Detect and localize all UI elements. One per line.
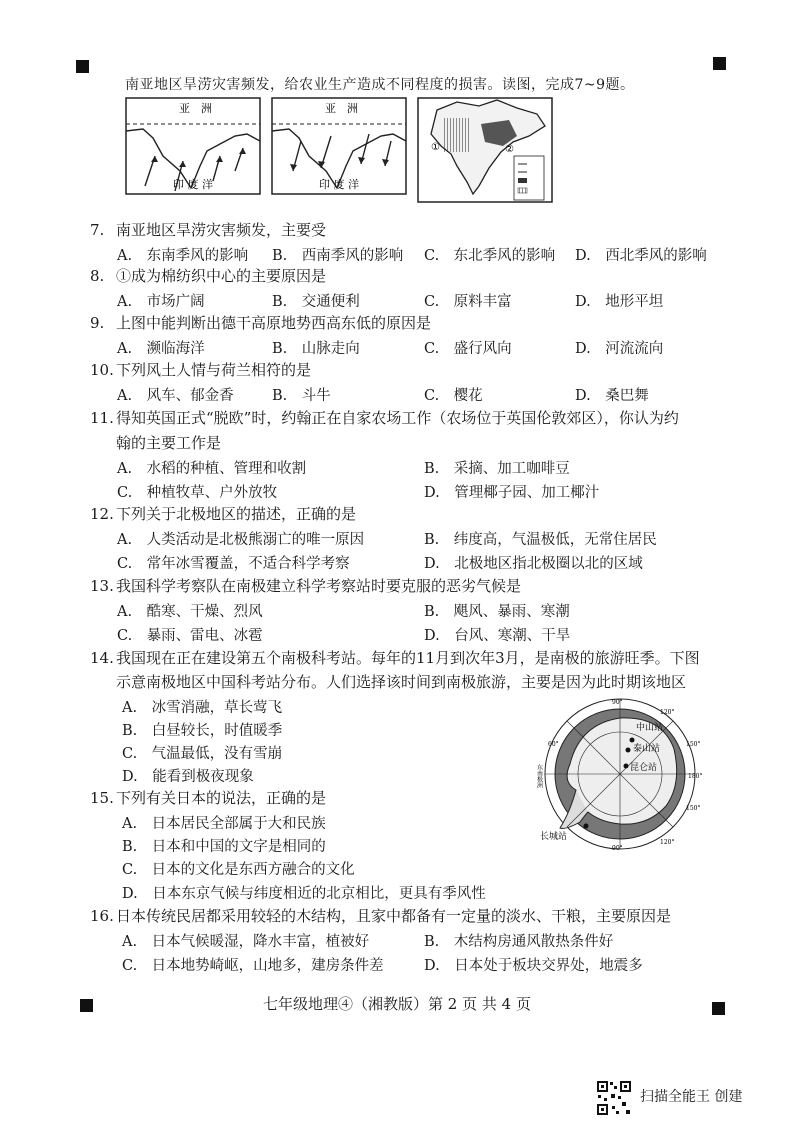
q7-option-d[interactable]: D. 西北季风的影响 bbox=[575, 248, 707, 264]
q15-option-d[interactable]: D. 日本东京气候与纬度相近的北京相比，更具有季风性 bbox=[122, 886, 486, 902]
lon-label-5: 120° bbox=[660, 839, 675, 846]
lon-label-3: 180° bbox=[688, 773, 703, 780]
scanner-watermark: 扫描全能王 创建 bbox=[640, 1089, 743, 1105]
q7-option-c[interactable]: C. 东北季风的影响 bbox=[424, 248, 556, 264]
q11-option-b[interactable]: B. 采摘、加工咖啡豆 bbox=[424, 461, 570, 477]
question-stem: 下列关于北极地区的描述，正确的是 bbox=[116, 505, 357, 523]
q11-option-d[interactable]: D. 管理椰子园、加工椰汁 bbox=[424, 485, 600, 501]
station-taishan: 泰山站 bbox=[633, 744, 661, 754]
question-stem: 上图中能判断出德干高原地势西高东低的原因是 bbox=[116, 314, 432, 332]
map1-ocean-label: 印 度 洋 bbox=[173, 178, 213, 191]
q12-option-a[interactable]: A. 人类活动是北极熊溺亡的唯一原因 bbox=[117, 532, 365, 548]
question-14-stem-line2: 示意南极地区中国科考站分布。人们选择该时间到南极旅游，主要是因为此时期该地区 bbox=[116, 673, 687, 691]
q12-option-b[interactable]: B. 纬度高，气温极低，无常住居民 bbox=[424, 532, 657, 548]
marker-1: ① bbox=[431, 142, 440, 153]
q13-option-c[interactable]: C. 暴雨、雷电、冰雹 bbox=[117, 628, 263, 644]
q7-option-a[interactable]: A. 东南季风的影响 bbox=[117, 248, 249, 264]
q11-option-c[interactable]: C. 种植牧草、户外放牧 bbox=[117, 485, 278, 501]
registration-mark-top-left bbox=[76, 60, 89, 73]
question-7 bbox=[90, 220, 326, 240]
q14-option-d[interactable]: D. 能看到极夜现象 bbox=[122, 769, 254, 785]
question-number: 14. bbox=[90, 649, 114, 667]
question-9 bbox=[90, 313, 431, 333]
map2-asia-label: 亚 洲 bbox=[325, 102, 358, 115]
q7-option-b[interactable]: B. 西南季风的影响 bbox=[272, 248, 404, 264]
q13-option-b[interactable]: B. 飓风、暴雨、寒潮 bbox=[424, 604, 570, 620]
question-16 bbox=[90, 906, 671, 926]
q12-option-d[interactable]: D. 北极地区指北极圈以北的区域 bbox=[424, 556, 643, 572]
q16-option-d[interactable]: D. 日本处于板块交界处，地震多 bbox=[424, 958, 643, 974]
station-kunlun: 昆仑站 bbox=[630, 763, 658, 773]
q9-option-d[interactable]: D. 河流流向 bbox=[575, 341, 664, 357]
q13-option-a[interactable]: A. 酷寒、干燥、烈风 bbox=[117, 604, 263, 620]
q12-option-c[interactable]: C. 常年冰雪覆盖，不适合科学考察 bbox=[117, 556, 350, 572]
question-stem: ①成为棉纺织中心的主要原因是 bbox=[116, 267, 327, 285]
registration-mark-top-right bbox=[713, 57, 726, 70]
qr-code-icon bbox=[596, 1080, 632, 1120]
q10-option-b[interactable]: B. 斗牛 bbox=[272, 388, 331, 404]
q13-option-d[interactable]: D. 台风、寒潮、干旱 bbox=[424, 628, 571, 644]
q16-option-a[interactable]: A. 日本气候暖湿，降水丰富，植被好 bbox=[122, 934, 370, 950]
station-changcheng: 长城站 bbox=[540, 832, 568, 842]
q8-option-b[interactable]: B. 交通便利 bbox=[272, 294, 360, 310]
side-label-left: 东南极洲 bbox=[535, 764, 543, 788]
lon-label-0: 90° bbox=[612, 699, 623, 706]
question-11-stem-line2: 翰的主要工作是 bbox=[116, 434, 222, 452]
lon-label-2: 150° bbox=[686, 741, 701, 748]
question-number: 10. bbox=[90, 361, 114, 379]
station-zhongshan: 中山站 bbox=[636, 723, 664, 733]
marker-2: ② bbox=[505, 144, 514, 155]
question-8 bbox=[90, 266, 326, 286]
q15-option-a[interactable]: A. 日本居民全部属于大和民族 bbox=[122, 816, 326, 832]
lon-label-4: 150° bbox=[686, 805, 701, 812]
q16-option-c[interactable]: C. 日本地势崎岖，山地多，建房条件差 bbox=[122, 958, 384, 974]
question-number: 16. bbox=[90, 907, 114, 925]
lon-label-1: 120° bbox=[660, 709, 675, 716]
q8-option-a[interactable]: A. 市场广阔 bbox=[117, 294, 205, 310]
question-number: 8. bbox=[90, 267, 105, 285]
q15-option-b[interactable]: B. 日本和中国的文字是相同的 bbox=[122, 839, 326, 855]
lon-label-7: 60° bbox=[548, 741, 559, 748]
q10-option-c[interactable]: C. 樱花 bbox=[424, 388, 483, 404]
monsoon-maps-svg bbox=[125, 96, 555, 206]
question-15 bbox=[90, 788, 326, 808]
question-10 bbox=[90, 360, 311, 380]
q14-option-a[interactable]: A. 冰雪消融，草长莺飞 bbox=[122, 700, 283, 716]
q8-option-c[interactable]: C. 原料丰富 bbox=[424, 294, 512, 310]
question-number: 12. bbox=[90, 505, 114, 523]
question-number: 15. bbox=[90, 789, 114, 807]
q9-option-a[interactable]: A. 濒临海洋 bbox=[117, 341, 205, 357]
question-12 bbox=[90, 504, 356, 524]
q9-option-b[interactable]: B. 山脉走向 bbox=[272, 341, 360, 357]
page-footer: 七年级地理④（湘教版）第 2 页 共 4 页 bbox=[263, 995, 531, 1013]
south-asia-maps bbox=[125, 96, 555, 210]
monsoon-map-2 bbox=[272, 98, 406, 194]
question-stem: 日本传统民居都采用较轻的木结构，且家中都备有一定量的淡水、干粮，主要原因是 bbox=[116, 907, 672, 925]
question-intro: 南亚地区旱涝灾害频发，给农业生产造成不同程度的损害。读图，完成7~9题。 bbox=[125, 77, 635, 93]
question-number: 9. bbox=[90, 314, 105, 332]
question-number: 7. bbox=[90, 221, 105, 239]
question-stem: 得知英国正式“脱欧”时，约翰正在自家农场工作（农场位于英国伦敦郊区），你认为约 bbox=[116, 409, 679, 427]
question-stem: 下列风土人情与荷兰相符的是 bbox=[116, 361, 312, 379]
question-number: 13. bbox=[90, 577, 114, 595]
monsoon-map-1 bbox=[126, 98, 260, 194]
q10-option-d[interactable]: D. 桑巴舞 bbox=[575, 388, 649, 404]
q11-option-a[interactable]: A. 水稻的种植、管理和收割 bbox=[117, 461, 307, 477]
question-stem: 下列有关日本的说法，正确的是 bbox=[116, 789, 327, 807]
q14-option-b[interactable]: B. 白昼较长，时值暖季 bbox=[122, 723, 283, 739]
q15-option-c[interactable]: C. 日本的文化是东西方融合的文化 bbox=[122, 862, 355, 878]
antarctic-map bbox=[535, 694, 703, 856]
q14-option-c[interactable]: C. 气温最低，没有雪崩 bbox=[122, 746, 283, 762]
q10-option-a[interactable]: A. 风车、郁金香 bbox=[117, 388, 234, 404]
q9-option-c[interactable]: C. 盛行风向 bbox=[424, 341, 512, 357]
map1-asia-label: 亚 洲 bbox=[179, 102, 212, 115]
india-map bbox=[418, 98, 552, 202]
lon-label-6: 90° bbox=[612, 845, 623, 852]
q16-option-b[interactable]: B. 木结构房通风散热条件好 bbox=[424, 934, 614, 950]
question-stem: 我国科学考察队在南极建立科学考察站时要克服的恶劣气候是 bbox=[116, 577, 522, 595]
question-13 bbox=[90, 576, 521, 596]
q8-option-d[interactable]: D. 地形平坦 bbox=[575, 294, 664, 310]
antarctic-map-svg bbox=[535, 694, 703, 852]
question-number: 11. bbox=[90, 409, 114, 427]
question-stem: 南亚地区旱涝灾害频发，主要受 bbox=[116, 221, 327, 239]
map2-ocean-label: 印 度 洋 bbox=[319, 178, 359, 191]
question-14 bbox=[90, 648, 700, 668]
question-stem: 我国现在正在建设第五个南极科考站。每年的11月到次年3月，是南极的旅游旺季。下图 bbox=[116, 649, 700, 667]
question-11 bbox=[90, 408, 679, 428]
